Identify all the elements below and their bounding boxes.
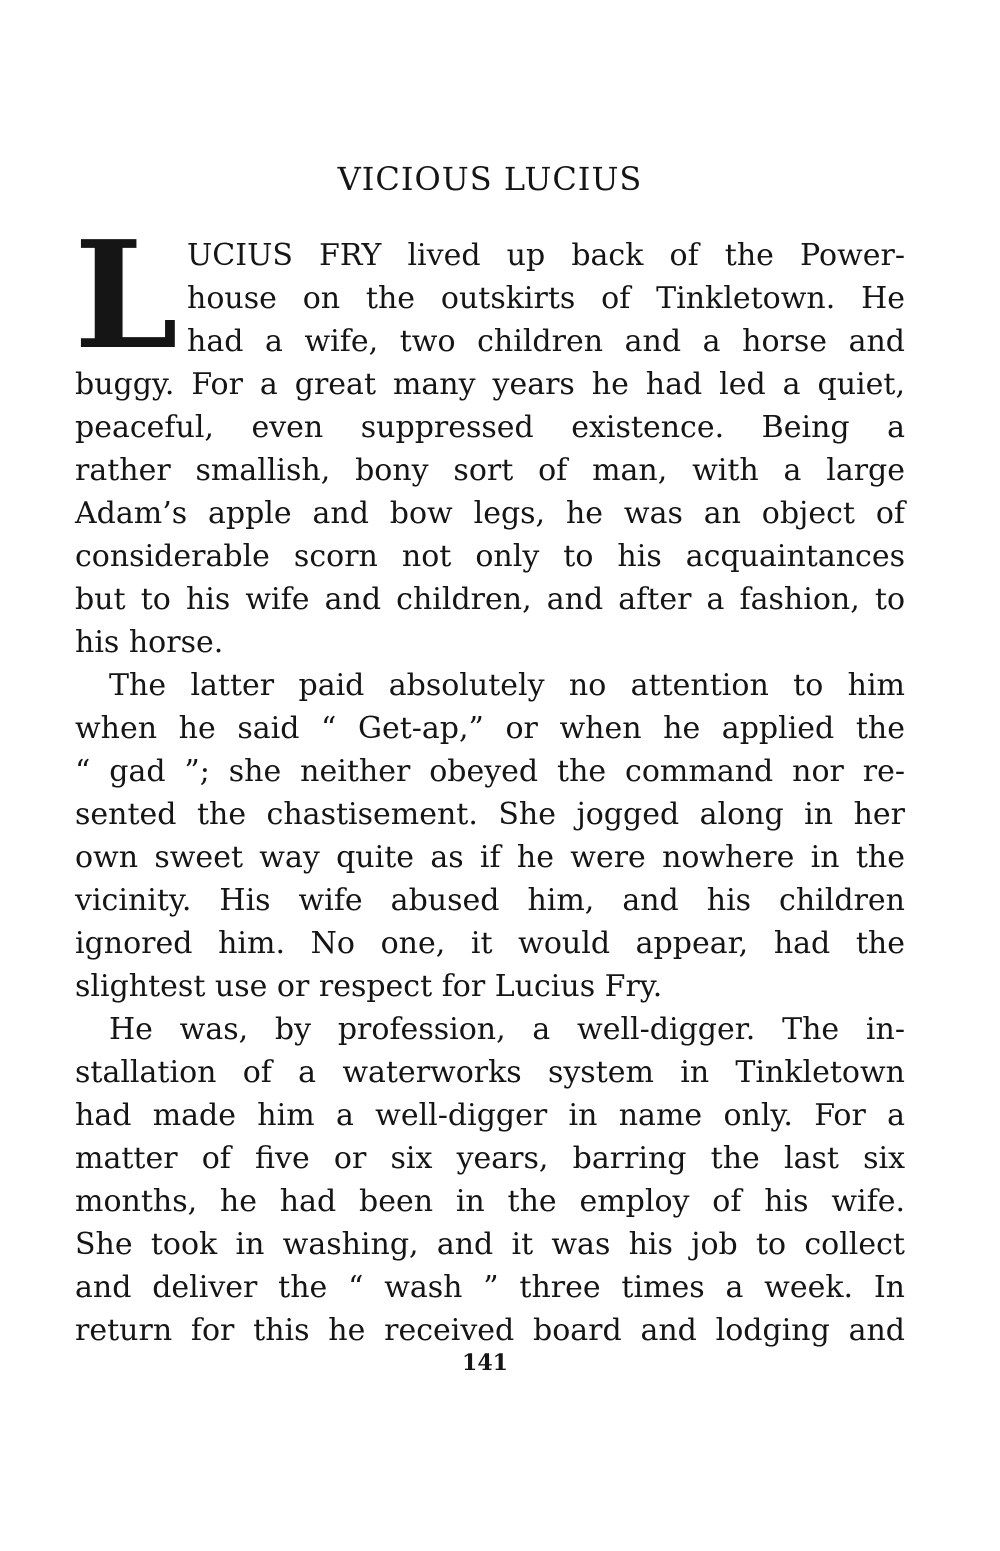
- text-line: UCIUS FRY lived up back of the Power-: [187, 238, 905, 273]
- text-line: The latter paid absolutely no attention to him: [109, 668, 905, 703]
- text-line: return for this he received board and lodging and: [75, 1313, 905, 1348]
- text-line: She took in washing, and it was his job to collect: [75, 1227, 905, 1262]
- text-line: when he said “ Get-ap,” or when he applied the: [75, 711, 905, 746]
- body-text: [75, 234, 905, 1352]
- text-line: slightest use or respect for Lucius Fry.: [75, 969, 663, 1004]
- text-line: sented the chastisement. She jogged along in her: [75, 797, 905, 832]
- text-line: and deliver the “ wash ” three times a week. In: [75, 1270, 905, 1305]
- text-line: had made him a well-digger in name only. For a: [75, 1098, 905, 1133]
- text-line: months, he had been in the employ of his wife.: [75, 1184, 905, 1219]
- text-line: considerable scorn not only to his acquaintances: [75, 539, 905, 574]
- text-line: own sweet way quite as if he were nowhere in the: [75, 840, 905, 875]
- text-line: Adam’s apple and bow legs, he was an object of: [75, 496, 905, 531]
- paragraph: [75, 664, 905, 1008]
- text-line: but to his wife and children, and after a fashion, to: [75, 582, 905, 617]
- text-line: buggy. For a great many years he had led a quiet,: [75, 367, 905, 402]
- text-line: matter of five or six years, barring the last six: [75, 1141, 905, 1176]
- text-line: had a wife, two children and a horse and: [187, 324, 905, 359]
- paragraph: [75, 1008, 905, 1352]
- text-line: peaceful, even suppressed existence. Being a: [75, 410, 905, 445]
- text-line: He was, by profession, a well-digger. The in-: [109, 1012, 905, 1047]
- text-line: his horse.: [75, 625, 224, 660]
- drop-cap: L: [74, 208, 179, 382]
- paragraph: [75, 234, 905, 664]
- text-line: vicinity. His wife abused him, and his children: [75, 883, 905, 918]
- page-number: 141: [462, 1350, 508, 1376]
- text-line: house on the outskirts of Tinkletown. He: [187, 281, 905, 316]
- text-line: ignored him. No one, it would appear, had the: [75, 926, 905, 961]
- text-line: “ gad ”; she neither obeyed the command nor re-: [75, 754, 905, 789]
- text-line: rather smallish, bony sort of man, with a large: [75, 453, 905, 488]
- chapter-title: VICIOUS LUCIUS: [337, 160, 643, 198]
- text-line: stallation of a waterworks system in Tinkletown: [75, 1055, 905, 1090]
